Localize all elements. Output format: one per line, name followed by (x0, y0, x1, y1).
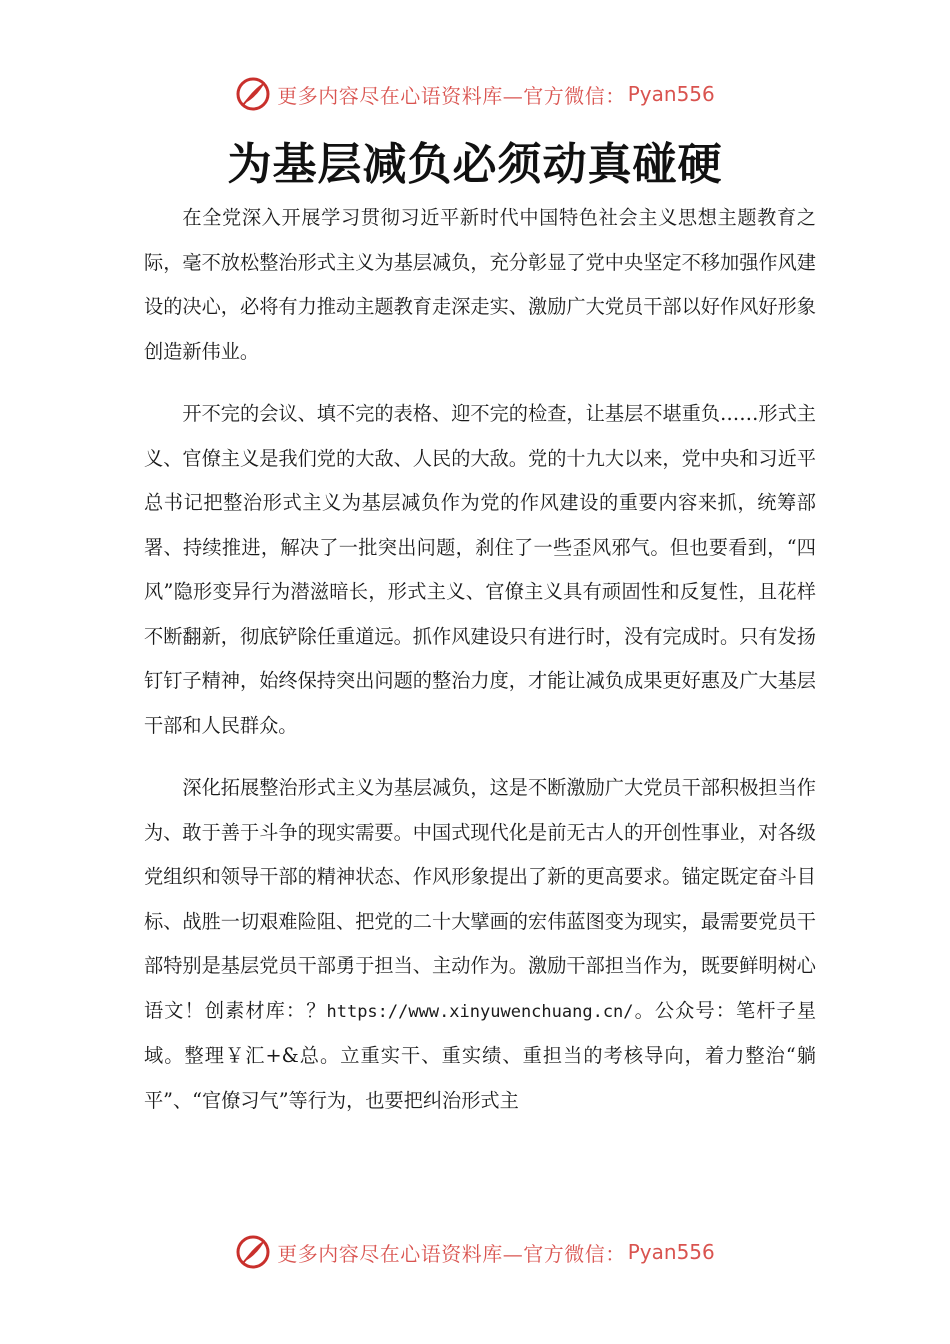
banner-text: 更多内容尽在心语资料库—官方微信： (277, 1241, 626, 1266)
paragraph-2: 开不完的会议、填不完的表格、迎不完的检查，让基层不堪重负……形式主义、官僚主义是我们党的大敌、人民的大敌。党的十九大以来，党中央和习近平总书记把整治形式主义为基层减负作为党的作风建设的重要内容来抓，统筹部署、持续推进，解决了一批突出问题，刹住了一些歪风邪气。但也要看到，“四风”隐形变异行为潜滋暗长，形式主义、官僚主义具有顽固性和反复性，且花样不断翻新，彻底铲除任重道远。抓作风建设只有进行时，没有完成时。只有发扬钉钉子精神，始终保持突出问题的整治力度，才能让减负成果更好惠及广大基层干部和人民群众。 (144, 402, 816, 737)
paragraph-3-url: https://www.xinyuwenchuang.cn/ (326, 1001, 634, 1022)
header-banner (0, 72, 950, 116)
feather-quill-seal-icon (235, 76, 271, 112)
banner-text: 更多内容尽在心语资料库—官方微信： (277, 83, 626, 108)
feather-quill-seal-icon (235, 1234, 271, 1270)
banner-wechat-id: Pyan556 (627, 82, 715, 106)
footer-banner (0, 1230, 950, 1274)
paragraph-1: 在全党深入开展学习贯彻习近平新时代中国特色社会主义思想主题教育之际，毫不放松整治形式主义为基层减负，充分彰显了党中央坚定不移加强作风建设的决心，必将有力推动主题教育走深走实、激励广大党员干部以好作风好形象创造新伟业。 (144, 206, 816, 363)
banner-wechat-id: Pyan556 (627, 1240, 715, 1264)
document-body (144, 196, 816, 1123)
paragraph-3-text-a: 深化拓展整治形式主义为基层减负，这是不断激励广大党员干部积极担当作为、敢于善于斗争的现实需要。中国式现代化是前无古人的开创性事业，对各级党组织和领导干部的精神状态、作风形象提出了新的更高要求。锚定既定奋斗目标、战胜一切艰难险阻、把党的二十大擘画的宏伟蓝图变为现实，最需要党员干部特别是基层党员干部勇于担当、主动作为。激励干部担当作为，既要鲜明树心语文！创素材库：？ (144, 776, 816, 1022)
paragraph-3 (144, 766, 816, 1123)
document-title: 为基层减负必须动真碰硬 (227, 139, 723, 190)
paragraph-3-text-b: 。公众号：笔杆子星域。整理￥汇+&总。立重实干、重实绩、重担当的考核导向，着力整治“躺平”、“官僚习气”等行为，也要把纠治形式主 (144, 998, 817, 1112)
